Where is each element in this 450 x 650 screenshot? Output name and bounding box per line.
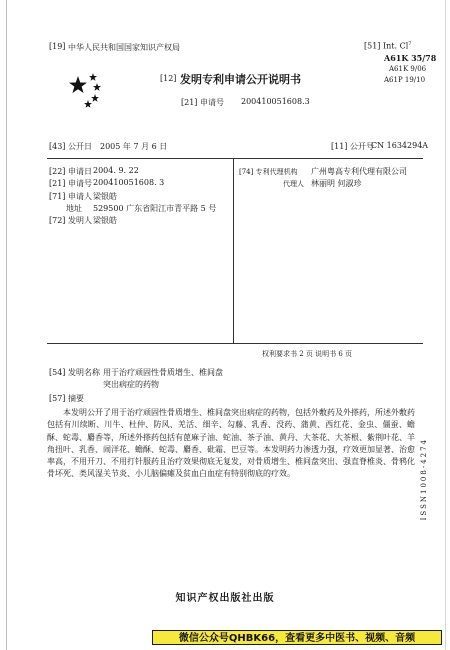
int-cl-secondary-2: A61P 19/10	[384, 76, 426, 84]
address: 529500 广东省阳江市青平路 5 号	[93, 204, 217, 213]
page-left-edge	[6, 0, 7, 650]
page-right-edge	[445, 0, 446, 650]
invention-title-line2: 突出病症的药物	[103, 380, 159, 389]
agency-code: [74] 专利代理机构	[239, 168, 298, 176]
country-code: [19]	[49, 42, 66, 51]
abstract-code: [57] 摘要	[49, 394, 84, 403]
app-number: 200410051608.3	[241, 97, 310, 106]
pages-note: 权利要求书 2 页 说明书 6 页	[262, 350, 353, 358]
invention-title-code: [54] 发明名称	[49, 368, 100, 377]
int-cl-primary: A61K 35/78	[384, 53, 437, 63]
publisher-footer: 知识产权出版社出版	[175, 593, 275, 604]
divider-top	[47, 158, 423, 159]
applicant: 梁银皓	[93, 192, 117, 201]
inventor: 梁银皓	[93, 216, 117, 225]
divider-middle	[47, 343, 423, 344]
country-name: 中华人民共和国国家知识产权局	[68, 43, 180, 52]
wechat-banner: 微信公众号QHBK66，查看更多中医书、视频、音频	[152, 630, 442, 645]
doc-type-title: 发明专利申请公开说明书	[180, 73, 301, 86]
filing-date-code: [22] 申请日	[49, 167, 92, 176]
int-cl-code: [51] Int. Cl$^7$	[364, 41, 412, 51]
pub-number: CN 1634294A	[371, 141, 429, 150]
doc-type-code: [12]	[160, 74, 177, 83]
divider-column	[233, 158, 234, 343]
agent-code: 代理人	[283, 180, 304, 188]
pub-number-code: [11] 公开号	[331, 142, 374, 151]
applicant-code: [71] 申请人	[49, 192, 92, 201]
inventor-code: [72] 发明人	[49, 216, 92, 225]
state-emblem-stars	[66, 70, 102, 108]
pub-date: 2005 年 7 月 6 日	[100, 142, 168, 151]
agency: 广州粤高专利代理有限公司	[311, 167, 407, 176]
abstract-text: 本发明公开了用于治疗顽固性骨质增生、椎间盘突出病症的药物，包括外敷药及外搽药，所述外敷药包括有川续断、川牛、杜仲、防风、羌活、细辛、勾藤、乳香、没药、蒲黄、西红花、金虫、僵蚕、蟾酥、蛇毒、麝香等，所述外搽药包括有蓖麻子油、蛇油、茶子油、黄丹、大茶花、大茶根、紫荆叶花、羊角扭叶、乳香、闹洋花、蟾酥、蛇毒、麝香、砒霜、巴豆等。本发明药力渗透力强，疗效更加显著、治愈率高，不用开刀、不用打针服药且治疗效果彻底无复发，对骨质增生、椎间盘突出、强直脊椎炎、骨鸦化骨坏死、类风湿关节炎、小儿脑偏瘫及贫血白血症有特别彻底的疗效。	[47, 408, 415, 479]
app-number-code: [21] 申请号	[181, 98, 224, 107]
issn-vertical: ISSN1008-4274	[420, 438, 428, 521]
pub-date-code: [43] 公开日	[49, 142, 92, 151]
agents: 林丽明 何淑珍	[311, 179, 362, 188]
address-code: 地址	[66, 204, 82, 213]
application-no: 200410051608. 3	[93, 178, 165, 187]
int-cl-secondary-1: A61K 9/06	[389, 65, 427, 73]
application-no-code: [21] 申请号	[49, 179, 92, 188]
invention-title-line1: 用于治疗顽固性骨质增生、椎间盘	[103, 368, 223, 377]
filing-date: 2004. 9. 22	[93, 166, 139, 175]
